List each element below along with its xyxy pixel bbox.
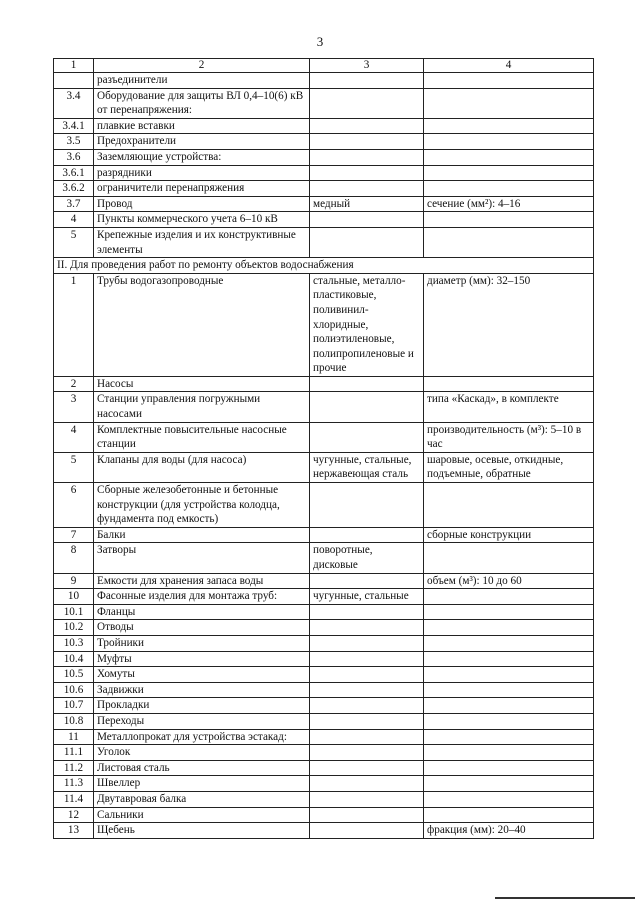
- row-name: Станции управления погружными насосами: [94, 392, 310, 422]
- table-row: [54, 181, 594, 197]
- table-body: [54, 73, 594, 839]
- row-spec: [424, 635, 594, 651]
- row-name: Прокладки: [94, 698, 310, 714]
- row-name: Металлопрокат для устройства эстакад:: [94, 729, 310, 745]
- table-row: [54, 73, 594, 89]
- row-spec: [424, 88, 594, 118]
- table-row: [54, 682, 594, 698]
- row-material: поворотные, дисковые: [310, 543, 424, 573]
- row-spec: [424, 227, 594, 257]
- table-row: [54, 88, 594, 118]
- table-row: [54, 745, 594, 761]
- row-spec: [424, 73, 594, 89]
- row-number: 10.3: [54, 635, 94, 651]
- row-spec: [424, 807, 594, 823]
- row-name: Балки: [94, 527, 310, 543]
- row-spec: [424, 760, 594, 776]
- row-number: 12: [54, 807, 94, 823]
- row-number: 7: [54, 527, 94, 543]
- header-row: [54, 59, 594, 73]
- row-material: [310, 165, 424, 181]
- table-row: [54, 698, 594, 714]
- row-material: [310, 604, 424, 620]
- row-spec: [424, 134, 594, 150]
- row-number: 5: [54, 227, 94, 257]
- row-material: [310, 527, 424, 543]
- row-material: [310, 573, 424, 589]
- row-spec: [424, 181, 594, 197]
- row-spec: [424, 165, 594, 181]
- row-material: [310, 682, 424, 698]
- row-spec: [424, 729, 594, 745]
- table-row: [54, 392, 594, 422]
- section-title: II. Для проведения работ по ремонту объектов водоснабжения: [54, 258, 594, 274]
- row-number: 10.7: [54, 698, 94, 714]
- row-number: 4: [54, 212, 94, 228]
- row-number: 11.1: [54, 745, 94, 761]
- row-material: [310, 227, 424, 257]
- row-material: [310, 88, 424, 118]
- row-number: 10.8: [54, 713, 94, 729]
- header-col-4: 4: [424, 59, 594, 73]
- row-number: 8: [54, 543, 94, 573]
- row-spec: [424, 776, 594, 792]
- header-col-2: 2: [94, 59, 310, 73]
- row-material: чугунные, стальные, нержавеющая сталь: [310, 452, 424, 482]
- row-name: ограничители перенапряжения: [94, 181, 310, 197]
- row-spec: [424, 745, 594, 761]
- row-number: 10.6: [54, 682, 94, 698]
- row-number: 4: [54, 422, 94, 452]
- section-row: [54, 258, 594, 274]
- row-name: Комплектные повысительные насосные станции: [94, 422, 310, 452]
- row-name: Отводы: [94, 620, 310, 636]
- row-material: [310, 149, 424, 165]
- row-spec: [424, 713, 594, 729]
- row-number: 2: [54, 376, 94, 392]
- table-row: [54, 776, 594, 792]
- table-row: [54, 760, 594, 776]
- row-spec: фракция (мм): 20–40: [424, 823, 594, 839]
- row-material: [310, 134, 424, 150]
- table-row: [54, 212, 594, 228]
- row-number: 3.4.1: [54, 118, 94, 134]
- row-spec: шаровые, осевые, откидные, подъемные, обратные: [424, 452, 594, 482]
- row-material: [310, 776, 424, 792]
- table-row: [54, 651, 594, 667]
- table-row: [54, 273, 594, 376]
- table-row: [54, 713, 594, 729]
- table-row: [54, 165, 594, 181]
- row-spec: [424, 149, 594, 165]
- table-row: [54, 118, 594, 134]
- row-name: разрядники: [94, 165, 310, 181]
- table-row: [54, 543, 594, 573]
- row-name: Переходы: [94, 713, 310, 729]
- table-row: [54, 729, 594, 745]
- row-name: Насосы: [94, 376, 310, 392]
- row-material: [310, 635, 424, 651]
- row-number: 10.5: [54, 667, 94, 683]
- row-name: Задвижки: [94, 682, 310, 698]
- row-spec: [424, 791, 594, 807]
- row-number: 11.4: [54, 791, 94, 807]
- row-number: [54, 73, 94, 89]
- table-row: [54, 149, 594, 165]
- row-spec: объем (м³): 10 до 60: [424, 573, 594, 589]
- row-material: медный: [310, 196, 424, 212]
- row-number: 3.5: [54, 134, 94, 150]
- row-material: [310, 118, 424, 134]
- row-spec: диаметр (мм): 32–150: [424, 273, 594, 376]
- row-number: 13: [54, 823, 94, 839]
- table-row: [54, 667, 594, 683]
- row-material: [310, 667, 424, 683]
- row-name: Пункты коммерческого учета 6–10 кВ: [94, 212, 310, 228]
- row-number: 1: [54, 273, 94, 376]
- row-spec: [424, 604, 594, 620]
- row-material: [310, 376, 424, 392]
- row-spec: [424, 698, 594, 714]
- row-material: [310, 212, 424, 228]
- row-number: 10.2: [54, 620, 94, 636]
- row-spec: [424, 682, 594, 698]
- row-material: [310, 483, 424, 528]
- row-material: [310, 745, 424, 761]
- row-spec: [424, 118, 594, 134]
- row-name: разъединители: [94, 73, 310, 89]
- row-material: [310, 823, 424, 839]
- row-number: 3.6: [54, 149, 94, 165]
- row-name: Муфты: [94, 651, 310, 667]
- row-material: [310, 713, 424, 729]
- row-name: Швеллер: [94, 776, 310, 792]
- row-material: [310, 392, 424, 422]
- row-material: [310, 620, 424, 636]
- row-name: Трубы водогазопроводные: [94, 273, 310, 376]
- row-name: Сборные железобетонные и бетонные конструкции (для устройства колодца, фундамента под емкость): [94, 483, 310, 528]
- table-row: [54, 604, 594, 620]
- row-name: Тройники: [94, 635, 310, 651]
- row-name: Крепежные изделия и их конструктивные элементы: [94, 227, 310, 257]
- row-spec: [424, 589, 594, 605]
- row-spec: [424, 667, 594, 683]
- row-number: 6: [54, 483, 94, 528]
- table-row: [54, 227, 594, 257]
- row-name: Емкости для хранения запаса воды: [94, 573, 310, 589]
- table-row: [54, 589, 594, 605]
- row-name: Щебень: [94, 823, 310, 839]
- row-spec: сечение (мм²): 4–16: [424, 196, 594, 212]
- table-row: [54, 483, 594, 528]
- row-number: 3.6.2: [54, 181, 94, 197]
- row-name: Оборудование для защиты ВЛ 0,4–10(6) кВ от перенапряжения:: [94, 88, 310, 118]
- row-material: [310, 807, 424, 823]
- row-material: [310, 651, 424, 667]
- row-name: Провод: [94, 196, 310, 212]
- row-name: Заземляющие устройства:: [94, 149, 310, 165]
- table-row: [54, 134, 594, 150]
- table-row: [54, 791, 594, 807]
- row-material: стальные, металло-пластиковые, поливинил-хлоридные, полиэтиленовые, полипропиленовые и прочие: [310, 273, 424, 376]
- scan-edge-mark: [495, 897, 635, 899]
- row-spec: [424, 376, 594, 392]
- row-number: 11: [54, 729, 94, 745]
- row-name: Фланцы: [94, 604, 310, 620]
- table-row: [54, 807, 594, 823]
- header-col-3: 3: [310, 59, 424, 73]
- row-number: 10.4: [54, 651, 94, 667]
- row-number: 3.4: [54, 88, 94, 118]
- row-name: Затворы: [94, 543, 310, 573]
- row-spec: [424, 651, 594, 667]
- row-spec: [424, 483, 594, 528]
- row-spec: сборные конструкции: [424, 527, 594, 543]
- row-number: 11.2: [54, 760, 94, 776]
- table-row: [54, 823, 594, 839]
- row-material: [310, 181, 424, 197]
- row-material: чугунные, стальные: [310, 589, 424, 605]
- table-row: [54, 376, 594, 392]
- row-spec: [424, 543, 594, 573]
- row-material: [310, 791, 424, 807]
- row-number: 5: [54, 452, 94, 482]
- row-name: Фасонные изделия для монтажа труб:: [94, 589, 310, 605]
- row-spec: производительность (м³): 5–10 в час: [424, 422, 594, 452]
- row-number: 11.3: [54, 776, 94, 792]
- row-number: 3.7: [54, 196, 94, 212]
- row-material: [310, 698, 424, 714]
- page-number: 3: [316, 34, 324, 49]
- materials-table: [53, 58, 594, 839]
- row-name: Уголок: [94, 745, 310, 761]
- row-name: Двутавровая балка: [94, 791, 310, 807]
- row-material: [310, 729, 424, 745]
- table-row: [54, 573, 594, 589]
- row-spec: [424, 212, 594, 228]
- row-number: 10: [54, 589, 94, 605]
- table-row: [54, 527, 594, 543]
- row-name: Клапаны для воды (для насоса): [94, 452, 310, 482]
- row-number: 10.1: [54, 604, 94, 620]
- row-name: Предохранители: [94, 134, 310, 150]
- table-row: [54, 422, 594, 452]
- row-spec: [424, 620, 594, 636]
- header-col-1: 1: [54, 59, 94, 73]
- table-row: [54, 635, 594, 651]
- table-row: [54, 620, 594, 636]
- row-spec: типа «Каскад», в комплекте: [424, 392, 594, 422]
- row-material: [310, 760, 424, 776]
- row-number: 3: [54, 392, 94, 422]
- row-number: 3.6.1: [54, 165, 94, 181]
- row-name: Листовая сталь: [94, 760, 310, 776]
- row-material: [310, 422, 424, 452]
- table-row: [54, 196, 594, 212]
- table-row: [54, 452, 594, 482]
- row-name: Сальники: [94, 807, 310, 823]
- row-number: 9: [54, 573, 94, 589]
- row-name: Хомуты: [94, 667, 310, 683]
- row-name: плавкие вставки: [94, 118, 310, 134]
- row-material: [310, 73, 424, 89]
